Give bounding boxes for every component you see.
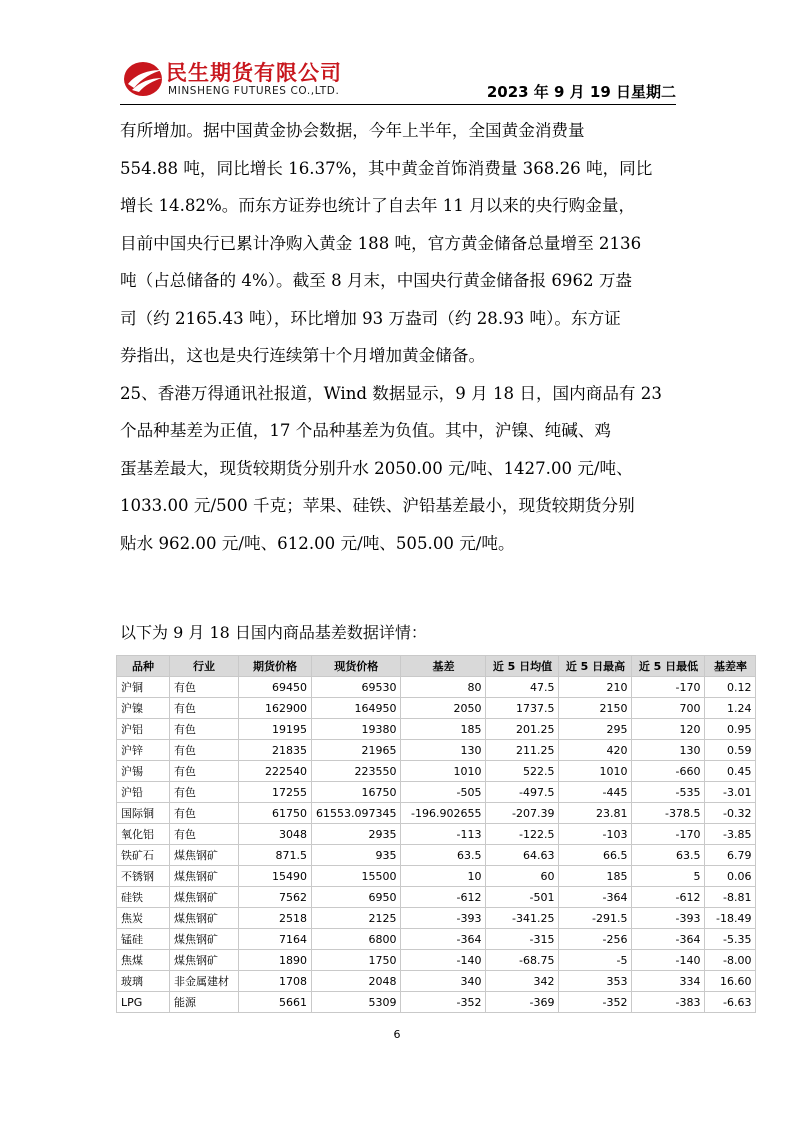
table-cell: 334 (632, 971, 705, 992)
table-cell: 2150 (559, 698, 632, 719)
page-number: 6 (393, 1028, 401, 1041)
table-cell: 2518 (239, 908, 312, 929)
column-header: 近 5 日最高 (559, 656, 632, 677)
column-header: 近 5 日均值 (486, 656, 559, 677)
table-cell: 63.5 (632, 845, 705, 866)
table-cell: 2935 (312, 824, 401, 845)
table-body (117, 677, 756, 1013)
table-cell: 700 (632, 698, 705, 719)
table-cell: 玻璃 (117, 971, 170, 992)
table-row (117, 929, 756, 950)
table-cell: -5 (559, 950, 632, 971)
table-cell: 60 (486, 866, 559, 887)
table-cell: 有色 (170, 782, 239, 803)
table-cell: 有色 (170, 740, 239, 761)
table-cell: 沪镍 (117, 698, 170, 719)
table-cell: 47.5 (486, 677, 559, 698)
table-cell: 1.24 (705, 698, 756, 719)
table-cell: 有色 (170, 698, 239, 719)
column-header: 基差 (401, 656, 486, 677)
table-cell: 16750 (312, 782, 401, 803)
column-header: 近 5 日最低 (632, 656, 705, 677)
table-cell: 5 (632, 866, 705, 887)
table-cell: 21835 (239, 740, 312, 761)
table-cell: 10 (401, 866, 486, 887)
text-line: 司（约 2165.43 吨），环比增加 93 万盎司（约 28.93 吨）。东方证 (120, 308, 621, 328)
table-cell: -315 (486, 929, 559, 950)
table-cell: 6.79 (705, 845, 756, 866)
table-cell: 222540 (239, 761, 312, 782)
table-cell: -291.5 (559, 908, 632, 929)
table-cell: 煤焦钢矿 (170, 887, 239, 908)
table-cell: 16.60 (705, 971, 756, 992)
table-cell: 2050 (401, 698, 486, 719)
table-cell: 66.5 (559, 845, 632, 866)
table-cell: -393 (401, 908, 486, 929)
text-line: 贴水 962.00 元/吨、612.00 元/吨、505.00 元/吨。 (120, 533, 515, 553)
company-name-en: MINSHENG FUTURES CO.,LTD. (168, 85, 340, 97)
table-cell: 2125 (312, 908, 401, 929)
table-cell: -18.49 (705, 908, 756, 929)
table-cell: 铁矿石 (117, 845, 170, 866)
table-cell: -6.63 (705, 992, 756, 1013)
table-cell: -612 (632, 887, 705, 908)
table-cell: 焦炭 (117, 908, 170, 929)
table-cell: 0.95 (705, 719, 756, 740)
table-cell: 有色 (170, 824, 239, 845)
table-cell: 353 (559, 971, 632, 992)
table-cell: -0.32 (705, 803, 756, 824)
table-cell: -170 (632, 824, 705, 845)
table-cell: 沪锡 (117, 761, 170, 782)
minsheng-logo-icon (122, 58, 164, 98)
table-cell: -352 (401, 992, 486, 1013)
table-cell: 63.5 (401, 845, 486, 866)
table-cell: -352 (559, 992, 632, 1013)
table-cell: 0.59 (705, 740, 756, 761)
table-cell: -68.75 (486, 950, 559, 971)
table-cell: 935 (312, 845, 401, 866)
table-cell: 有色 (170, 677, 239, 698)
table-cell: -364 (401, 929, 486, 950)
table-row (117, 824, 756, 845)
text-line: 1033.00 元/500 千克；苹果、硅铁、沪铅基差最小，现货较期货分别 (120, 496, 635, 515)
table-cell: 15500 (312, 866, 401, 887)
table-cell: 420 (559, 740, 632, 761)
table-cell: 2048 (312, 971, 401, 992)
table-cell: -256 (559, 929, 632, 950)
column-header: 品种 (117, 656, 170, 677)
table-row (117, 677, 756, 698)
text-line: 个品种基差为正值，17 个品种基差为负值。其中，沪镍、纯碱、鸡 (120, 421, 612, 440)
table-cell: -383 (632, 992, 705, 1013)
table-cell: 342 (486, 971, 559, 992)
table-cell: -3.01 (705, 782, 756, 803)
table-cell: 有色 (170, 719, 239, 740)
table-cell: -393 (632, 908, 705, 929)
table-cell: 185 (401, 719, 486, 740)
table-cell: -660 (632, 761, 705, 782)
table-cell: 19195 (239, 719, 312, 740)
table-row (117, 719, 756, 740)
table-cell: 6800 (312, 929, 401, 950)
table-cell: 223550 (312, 761, 401, 782)
table-cell: 69530 (312, 677, 401, 698)
table-cell: 7164 (239, 929, 312, 950)
table-cell: 295 (559, 719, 632, 740)
table-cell: -497.5 (486, 782, 559, 803)
table-cell: 185 (559, 866, 632, 887)
table-cell: -5.35 (705, 929, 756, 950)
body-text (120, 112, 680, 562)
header-divider (120, 104, 676, 105)
table-cell: 沪铜 (117, 677, 170, 698)
table-cell: 0.12 (705, 677, 756, 698)
table-row (117, 740, 756, 761)
table-cell: 340 (401, 971, 486, 992)
table-cell: -341.25 (486, 908, 559, 929)
table-cell: 120 (632, 719, 705, 740)
table-cell: 煤焦钢矿 (170, 929, 239, 950)
table-row (117, 908, 756, 929)
company-logo (122, 56, 362, 102)
table-cell: 焦煤 (117, 950, 170, 971)
table-cell: 沪锌 (117, 740, 170, 761)
table-cell: 211.25 (486, 740, 559, 761)
table-cell: 煤焦钢矿 (170, 866, 239, 887)
table-cell: 有色 (170, 803, 239, 824)
table-cell: 沪铅 (117, 782, 170, 803)
table-row (117, 887, 756, 908)
table-row (117, 992, 756, 1013)
table-cell: 能源 (170, 992, 239, 1013)
table-cell: -612 (401, 887, 486, 908)
table-cell: 1010 (559, 761, 632, 782)
table-cell: -501 (486, 887, 559, 908)
table-cell: 164950 (312, 698, 401, 719)
table-cell: -140 (401, 950, 486, 971)
table-cell: 硅铁 (117, 887, 170, 908)
text-line: 吨（占总储备的 4%）。截至 8 月末，中国央行黄金储备报 6962 万盎 (120, 271, 633, 290)
table-cell: 1890 (239, 950, 312, 971)
table-cell: 21965 (312, 740, 401, 761)
table-cell: 522.5 (486, 761, 559, 782)
table-cell: -8.81 (705, 887, 756, 908)
table-cell: -505 (401, 782, 486, 803)
table-cell: 有色 (170, 761, 239, 782)
table-cell: 0.45 (705, 761, 756, 782)
table-row (117, 803, 756, 824)
text-line: 554.88 吨，同比增长 16.37%，其中黄金首饰消费量 368.26 吨，同比 (120, 158, 653, 178)
table-row (117, 971, 756, 992)
table-cell: -196.902655 (401, 803, 486, 824)
table-cell: 130 (401, 740, 486, 761)
table-title: 以下为 9 月 18 日国内商品基差数据详情： (120, 623, 427, 642)
text-line: 增长 14.82%。而东方证券也统计了自去年 11 月以来的央行购金量， (120, 196, 636, 215)
table-cell: -8.00 (705, 950, 756, 971)
text-line: 25、香港万得通讯社报道，Wind 数据显示，9 月 18 日，国内商品有 23 (120, 383, 662, 403)
table-cell: LPG (117, 992, 170, 1013)
column-header: 行业 (170, 656, 239, 677)
table-row (117, 761, 756, 782)
table-cell: 1750 (312, 950, 401, 971)
table-cell: -170 (632, 677, 705, 698)
table-cell: -364 (632, 929, 705, 950)
table-cell: 6950 (312, 887, 401, 908)
table-cell: 国际铜 (117, 803, 170, 824)
table-cell: 23.81 (559, 803, 632, 824)
table-cell: 0.06 (705, 866, 756, 887)
table-cell: 锰硅 (117, 929, 170, 950)
table-cell: -122.5 (486, 824, 559, 845)
column-header: 现货价格 (312, 656, 401, 677)
table-cell: 氧化铝 (117, 824, 170, 845)
table-cell: 80 (401, 677, 486, 698)
table-cell: -3.85 (705, 824, 756, 845)
table-cell: 871.5 (239, 845, 312, 866)
basis-data-table (116, 655, 756, 1013)
table-cell: 130 (632, 740, 705, 761)
table-cell: -535 (632, 782, 705, 803)
table-row (117, 782, 756, 803)
column-header: 期货价格 (239, 656, 312, 677)
table-cell: 1737.5 (486, 698, 559, 719)
table-cell: 5661 (239, 992, 312, 1013)
table-header-row (117, 656, 756, 677)
table-cell: -364 (559, 887, 632, 908)
table-cell: 煤焦钢矿 (170, 845, 239, 866)
table-cell: 201.25 (486, 719, 559, 740)
table-cell: 64.63 (486, 845, 559, 866)
table-cell: 煤焦钢矿 (170, 908, 239, 929)
table-cell: 15490 (239, 866, 312, 887)
text-line: 有所增加。据中国黄金协会数据，今年上半年，全国黄金消费量 (120, 121, 585, 140)
text-line: 蛋基差最大，现货较期货分别升水 2050.00 元/吨、1427.00 元/吨、 (120, 458, 633, 478)
table-row (117, 698, 756, 719)
table-cell: 162900 (239, 698, 312, 719)
company-name-cn: 民生期货有限公司 (166, 61, 342, 85)
table-cell: -103 (559, 824, 632, 845)
table-row (117, 866, 756, 887)
table-cell: 不锈钢 (117, 866, 170, 887)
table-cell: 61750 (239, 803, 312, 824)
table-cell: 1010 (401, 761, 486, 782)
report-date: 2023 年 9 月 19 日星期二 (486, 83, 676, 101)
table-cell: -207.39 (486, 803, 559, 824)
table-cell: 3048 (239, 824, 312, 845)
table-cell: -113 (401, 824, 486, 845)
table-cell: -369 (486, 992, 559, 1013)
page-header (120, 56, 676, 102)
table-cell: 61553.097345 (312, 803, 401, 824)
table-cell: 非金属建材 (170, 971, 239, 992)
text-line: 券指出，这也是央行连续第十个月增加黄金储备。 (120, 346, 486, 365)
table-cell: 5309 (312, 992, 401, 1013)
table-cell: 煤焦钢矿 (170, 950, 239, 971)
table-cell: -140 (632, 950, 705, 971)
table-cell: -378.5 (632, 803, 705, 824)
text-line: 目前中国央行已累计净购入黄金 188 吨，官方黄金储备总量增至 2136 (120, 233, 642, 253)
table-cell: 69450 (239, 677, 312, 698)
table-cell: 17255 (239, 782, 312, 803)
table-row (117, 950, 756, 971)
column-header: 基差率 (705, 656, 756, 677)
table-row (117, 845, 756, 866)
table-cell: 210 (559, 677, 632, 698)
table-cell: -445 (559, 782, 632, 803)
table-cell: 沪铝 (117, 719, 170, 740)
table-cell: 7562 (239, 887, 312, 908)
table-cell: 19380 (312, 719, 401, 740)
table-cell: 1708 (239, 971, 312, 992)
